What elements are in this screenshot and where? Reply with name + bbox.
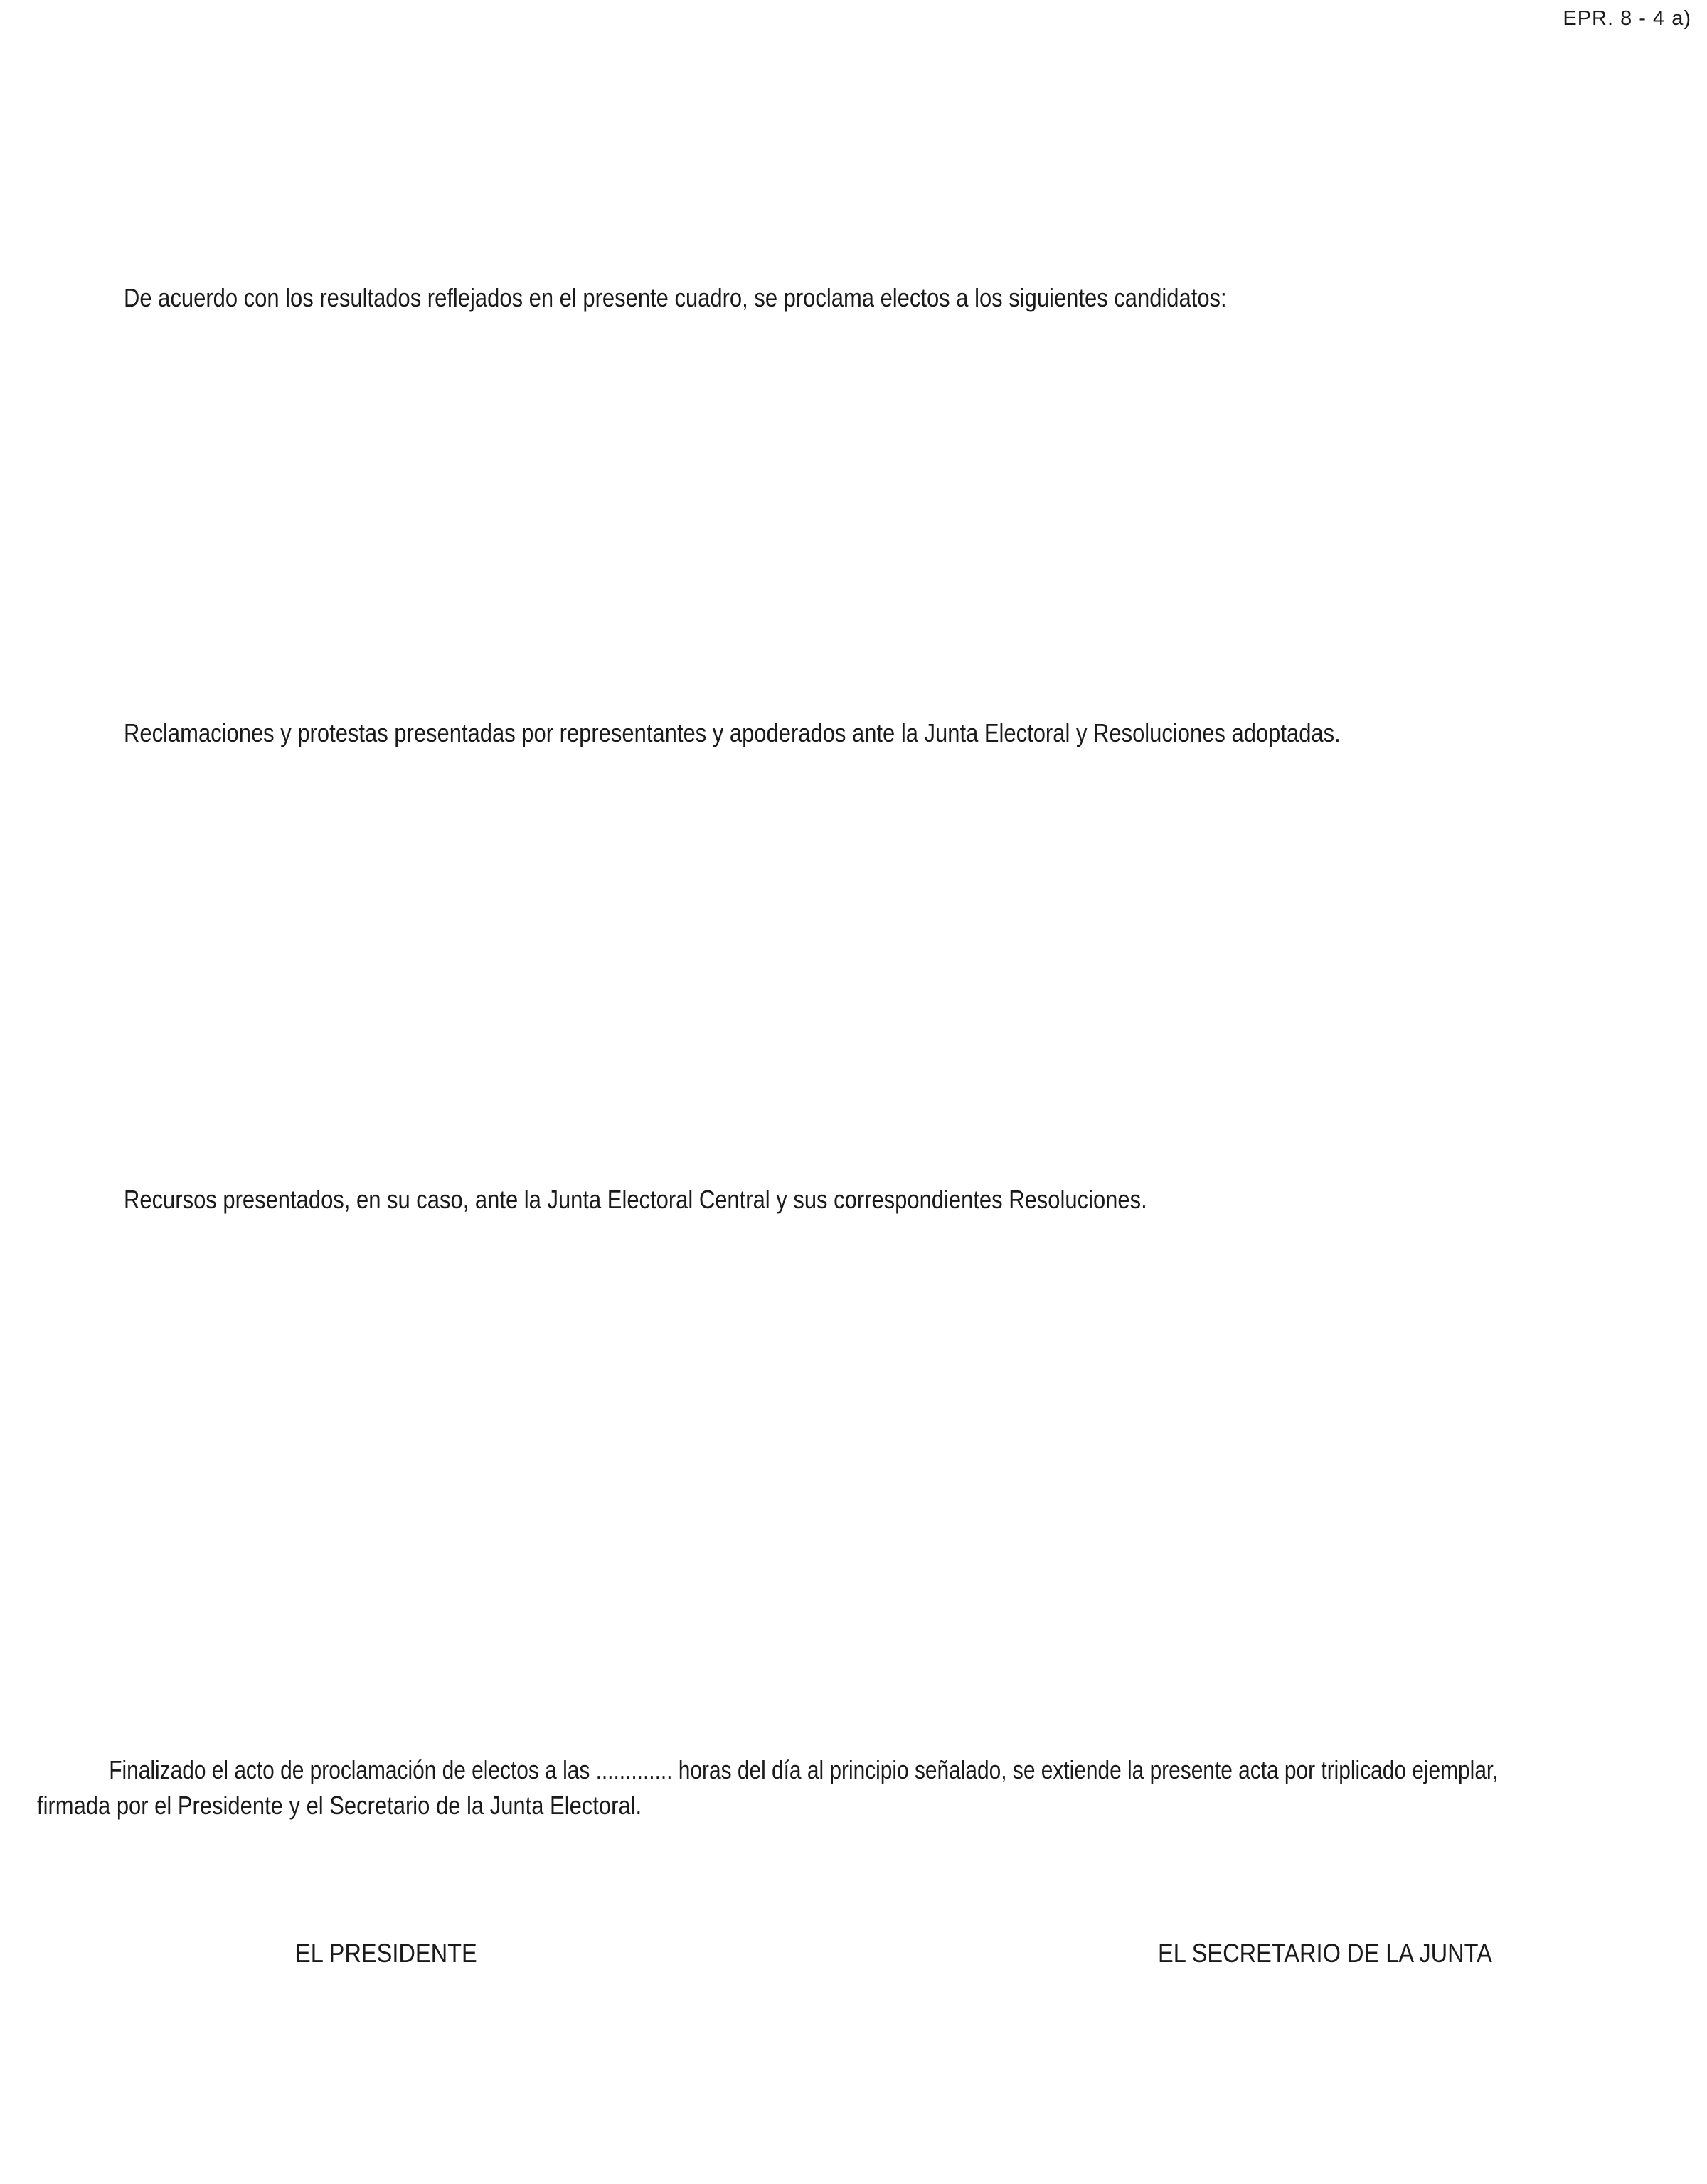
form-code: EPR. 8 - 4 a)	[1563, 7, 1691, 30]
president-signature-label: EL PRESIDENTE	[295, 1939, 477, 1968]
closing-line-1: Finalizado el acto de proclamación de electos a las ............. horas del día al principio señalado, se extiende la presente acta por triplicado ejemplar,	[109, 1755, 1499, 1784]
secretary-signature-label: EL SECRETARIO DE LA JUNTA	[1158, 1939, 1492, 1968]
claims-heading: Reclamaciones y protestas presentadas por representantes y apoderados ante la Junta Electoral y Resoluciones adoptadas.	[124, 718, 1341, 747]
appeals-heading: Recursos presentados, en su caso, ante la Junta Electoral Central y sus correspondientes Resoluciones.	[124, 1185, 1147, 1214]
closing-paragraph	[37, 1752, 1680, 1823]
elected-candidates-heading: De acuerdo con los resultados reflejados en el presente cuadro, se proclama electos a los siguientes candidatos:	[124, 283, 1227, 312]
closing-line-2: firmada por el Presidente y el Secretario de la Junta Electoral.	[37, 1791, 642, 1820]
